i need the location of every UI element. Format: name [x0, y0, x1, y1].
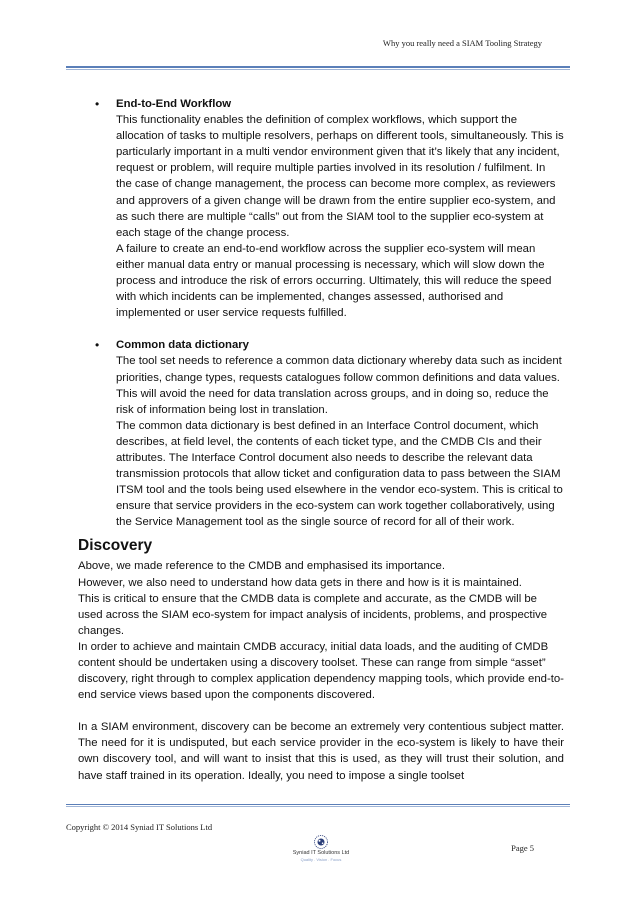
paragraph: However, we also need to understand how data gets in there and how is it is maintained. [78, 576, 522, 589]
bullet-title: End-to-End Workflow [116, 98, 232, 110]
paragraph: In order to achieve and maintain CMDB accuracy, initial data loads, and the auditing of CMDB content should be undertaken using a discovery toolset. These can range from simple “asset” discovery, right through to complex application dependency mapping tools, which provide end-to-end service views based upon the components discovered. [78, 640, 564, 702]
copyright-text: Copyright © 2014 Syniad IT Solutions Ltd [66, 822, 213, 832]
bullet-icon: • [95, 97, 100, 111]
globe-logo-icon [311, 834, 331, 850]
header-rule-secondary [66, 69, 570, 70]
paragraph: The tool set needs to reference a common data dictionary whereby data such as incident priorities, change types, requests catalogues follow common definitions and data values. This will avoid the need for data translation across groups, and in doing so, reduce the risk of information being lost in translation. [116, 355, 562, 416]
bullet-icon: • [95, 338, 100, 353]
paragraph: This functionality enables the definition of complex workflows, which support the allocation of tasks to multiple resolvers, perhaps on different tools, simultaneously. This is particularly important in a multi vendor environment given that it’s likely that any incident, request or problem, will require multiple parties involved in its resolution / fulfilment. In the case of change management, the process can become more complex, as reviewers and approvers of a given change will be drawn from the entire supplier eco-system, and as such there are multiple “calls” out from the SIAM tool to the supplier eco-system at each stage of the change process. [116, 114, 564, 239]
header-rule [66, 66, 570, 68]
paragraph: A failure to create an end-to-end workflow across the supplier eco-system will mean either manual data entry or manual processing is necessary, which will slow down the process and introduce the risk of errors occurring. Ultimately, this will reduce the speed with which incidents can be implemented, changes assessed, authorised and implemented or user service requests fulfilled. [116, 242, 552, 320]
bullet-common-data-dictionary [78, 337, 564, 530]
page-body [78, 96, 564, 784]
running-header: Why you really need a SIAM Tooling Strategy [382, 38, 542, 48]
bullet-end-to-end-workflow [78, 96, 564, 321]
bullet-title: Common data dictionary [116, 339, 249, 352]
logo-tagline: Quality . Vision . Focus [300, 857, 342, 862]
paragraph: This is critical to ensure that the CMDB data is complete and accurate, as the CMDB will be used across the SIAM eco-system for impact analysis of incidents, problems, and prospective changes. [78, 592, 548, 637]
footer-rule-secondary [66, 806, 570, 807]
footer-rule [66, 804, 570, 805]
logo-company-name: Syniad IT Solutions Ltd [292, 850, 350, 856]
paragraph: In a SIAM environment, discovery can be become an extremely very contentious subject matter. The need for it is undisputed, but each service provider in the eco-system is likely to have their own discovery tool, and will want to insist that this is used, as they will trust their solution, and have staff trained in its operation. Ideally, you need to impose a single toolset [78, 721, 564, 782]
section-heading-discovery: Discovery [78, 537, 153, 555]
paragraph: Above, we made reference to the CMDB and emphasised its importance. [78, 560, 445, 573]
page-number: Page 5 [511, 843, 534, 853]
company-logo [276, 834, 366, 862]
paragraph: The common data dictionary is best defined in an Interface Control document, which describes, at field level, the contents of each ticket type, and the CMDB CIs and their attributes. The Interface Control document also needs to describe the relevant data transmission protocols that allow ticket and configuration data to pass between the SIAM ITSM tool and the tools being used elsewhere in the vendor eco-system. This is critical to ensure that service providers in the eco-system can work together collaboratively, using the Service Management tool as the single source of record for all of their work. [116, 419, 563, 529]
